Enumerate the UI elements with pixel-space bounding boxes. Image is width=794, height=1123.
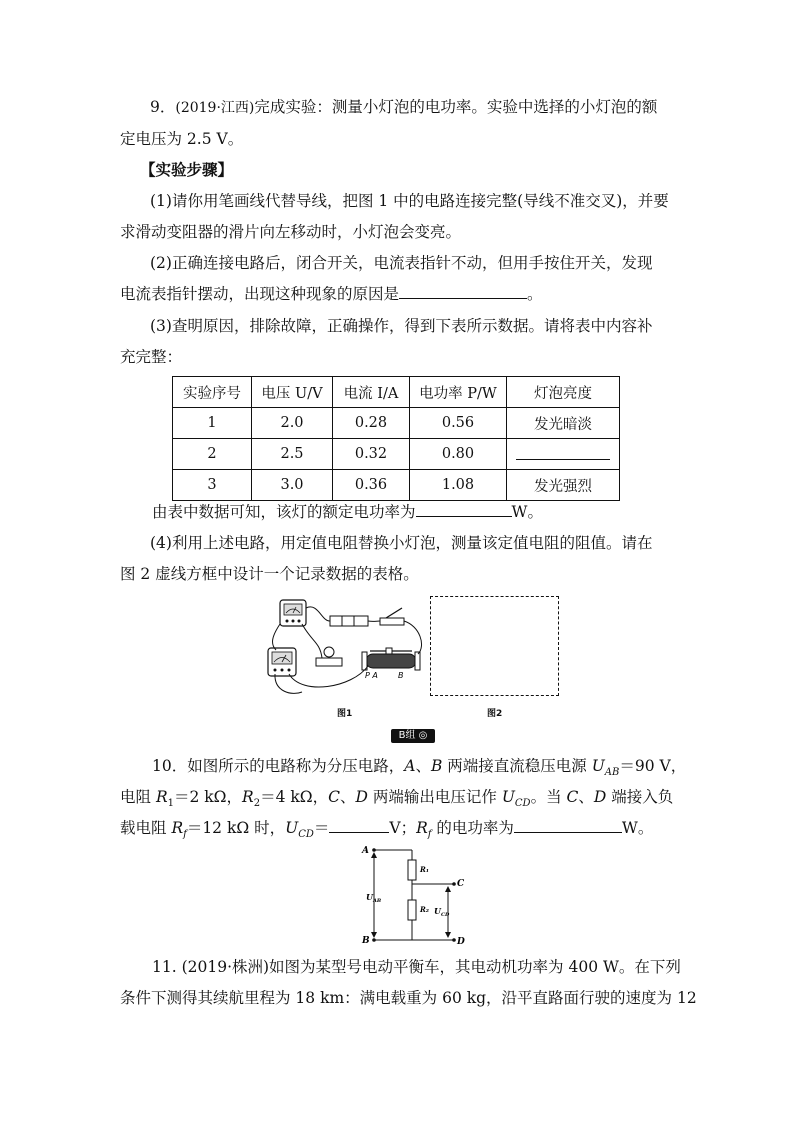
table-row: [173, 470, 620, 501]
q10-text: 电阻: [120, 788, 156, 806]
ucd-subscript: CD: [440, 912, 450, 918]
q9-after-table: [152, 502, 712, 522]
q9-line-2: 定电压为 2.5 V。: [120, 130, 244, 148]
table-cell: 3.0: [252, 470, 333, 501]
q10-var-d: D: [593, 788, 607, 806]
q10-text: 的电功率为: [431, 819, 514, 837]
table-cell: 2: [173, 439, 252, 470]
q10-text: ＝90 V，: [619, 757, 687, 775]
table-header: 灯泡亮度: [507, 377, 620, 408]
q9-step1-line1: (1)请你用笔画线代替导线，把图 1 中的电路连接完整(导线不准交叉)，并要: [150, 192, 669, 210]
q10-var-a: A: [404, 757, 416, 775]
uab-subscript: AB: [372, 898, 382, 904]
table-cell: 0.56: [410, 408, 507, 439]
q10-text: W。: [621, 819, 654, 837]
q10-line-1: [152, 756, 712, 783]
r1-label: R₁: [420, 865, 429, 874]
q10-var-d: D: [355, 788, 368, 806]
q10-text: 端接入负: [606, 788, 674, 806]
q10-text: 10．如图所示的电路称为分压电路，: [152, 757, 405, 775]
q10-sub: f: [427, 829, 432, 841]
figure-1-caption: 图1: [337, 709, 353, 719]
table-row: [173, 408, 620, 439]
q10-text: 两端输出电压记作: [367, 788, 502, 806]
table-cell: 0.28: [333, 408, 410, 439]
figure-1-apparatus: [262, 596, 432, 700]
q10-var-r: R: [155, 788, 168, 806]
table-cell-blank[interactable]: [507, 439, 620, 470]
rated-power-answer-blank[interactable]: [416, 502, 512, 517]
node-a-label: A: [362, 846, 369, 856]
q9-step4-line1: (4)利用上述电路，用定值电阻替换小灯泡，测量该定值电阻的阻值。请在: [150, 534, 653, 552]
q9-step2-line2: [120, 284, 680, 304]
q9-rated-power-text: 由表中数据可知，该灯的额定电功率为: [152, 503, 416, 521]
node-d-label: D: [457, 937, 465, 947]
q10-var-b: B: [430, 757, 443, 775]
q10-var-u: U: [285, 819, 299, 837]
fig1-label-b: B: [398, 671, 404, 680]
q10-var-c: C: [566, 788, 579, 806]
node-b-label: B: [362, 936, 370, 946]
table-cell: 0.80: [410, 439, 507, 470]
q10-text: ＝: [313, 819, 330, 837]
r2-label: R₂: [420, 905, 429, 914]
q10-text: ＝4 kΩ，: [260, 788, 329, 806]
node-c-label: C: [457, 879, 465, 889]
table-header: 电流 I/A: [333, 377, 410, 408]
divider-circuit-diagram: [356, 842, 476, 948]
q9-line-1: [120, 97, 680, 118]
q9-section-title: 【实验步骤】: [140, 160, 234, 179]
table-header-row: [173, 377, 620, 408]
q9-source: (2019·江西): [175, 100, 255, 116]
q10-var-r: R: [416, 819, 428, 837]
table-row: [173, 439, 620, 470]
q10-var-u: U: [591, 757, 605, 775]
table-cell: 2.0: [252, 408, 333, 439]
q10-text: 、: [578, 788, 594, 806]
table-cell: 0.36: [333, 470, 410, 501]
q10-text: 、: [415, 757, 431, 775]
table-header: 实验序号: [173, 377, 252, 408]
q9-rated-power-unit: W。: [511, 503, 543, 521]
table-cell: 0.32: [333, 439, 410, 470]
q9-step4-line2: 图 2 虚线方框中设计一个记录数据的表格。: [120, 565, 419, 583]
figure-2-caption: 图2: [487, 709, 503, 719]
q9-intro: 完成实验：测量小灯泡的电功率。实验中选择的小灯泡的额: [254, 98, 658, 116]
table-cell: 1: [173, 408, 252, 439]
q10-sub: 2: [253, 798, 261, 810]
q10-sub: f: [183, 829, 187, 841]
fig1-label-pa: P A: [365, 671, 378, 680]
group-b-badge: [391, 729, 435, 743]
table-cell: 发光强烈: [507, 470, 620, 501]
q10-text: ＝2 kΩ，: [173, 788, 243, 806]
q10-sub: 1: [167, 798, 174, 810]
table-cell: 发光暗淡: [507, 408, 620, 439]
table-cell: 3: [173, 470, 252, 501]
q9-step3-line1: (3)查明原因，排除故障，正确操作，得到下表所示数据。请将表中内容补: [150, 317, 653, 335]
q9-step2-text: 电流表指针摆动，出现这种现象的原因是: [120, 285, 400, 303]
q10-text: 载电阻: [120, 819, 172, 837]
q9-number: 9．: [150, 98, 176, 116]
q10-sub: AB: [604, 767, 620, 779]
q10-var-r: R: [171, 819, 184, 837]
q10-sub: CD: [514, 798, 531, 810]
q9-step2-answer-blank[interactable]: [399, 284, 527, 299]
search-icon: ◎: [418, 730, 428, 741]
q10-text: 。当: [530, 788, 567, 806]
rf-power-answer-blank[interactable]: [514, 818, 622, 833]
q10-var-r: R: [242, 788, 254, 806]
q10-var-u: U: [501, 788, 515, 806]
q10-text: 、: [340, 788, 356, 806]
q9-step2-end: 。: [527, 285, 543, 303]
q11-line-1: 11. (2019·株洲)如图为某型号电动平衡车，其电动机功率为 400 W。在下列: [152, 958, 681, 976]
table-cell: 1.08: [410, 470, 507, 501]
table-header: 电功率 P/W: [410, 377, 507, 408]
group-b-label: B组: [398, 730, 416, 741]
brightness-answer-blank[interactable]: [516, 445, 610, 460]
q11-line-2: 条件下测得其续航里程为 18 km：满电载重为 60 kg，沿平直路面行驶的速度为 12: [120, 989, 697, 1007]
table-cell: 2.5: [252, 439, 333, 470]
q9-step3-line2: 充完整：: [120, 348, 183, 366]
q10-var-c: C: [328, 788, 340, 806]
q9-step2-line1: (2)正确连接电路后，闭合开关，电流表指针不动，但用手按住开关，发现: [150, 254, 653, 272]
figure-2-dashed-box[interactable]: [430, 596, 559, 696]
q10-text: 两端接直流稳压电源: [442, 757, 592, 775]
data-table: [172, 376, 620, 501]
q10-text: ＝12 kΩ 时，: [186, 819, 286, 837]
q10-text: V；: [389, 819, 417, 837]
q9-step1-line2: 求滑动变阻器的滑片向左移动时，小灯泡会变亮。: [120, 223, 462, 241]
q10-line-2: [120, 787, 680, 814]
ucd-symbol: U: [434, 906, 441, 916]
ucd-answer-blank[interactable]: [329, 818, 389, 833]
table-header: 电压 U/V: [252, 377, 333, 408]
q10-sub: CD: [298, 829, 314, 841]
uab-symbol: U: [366, 892, 373, 902]
